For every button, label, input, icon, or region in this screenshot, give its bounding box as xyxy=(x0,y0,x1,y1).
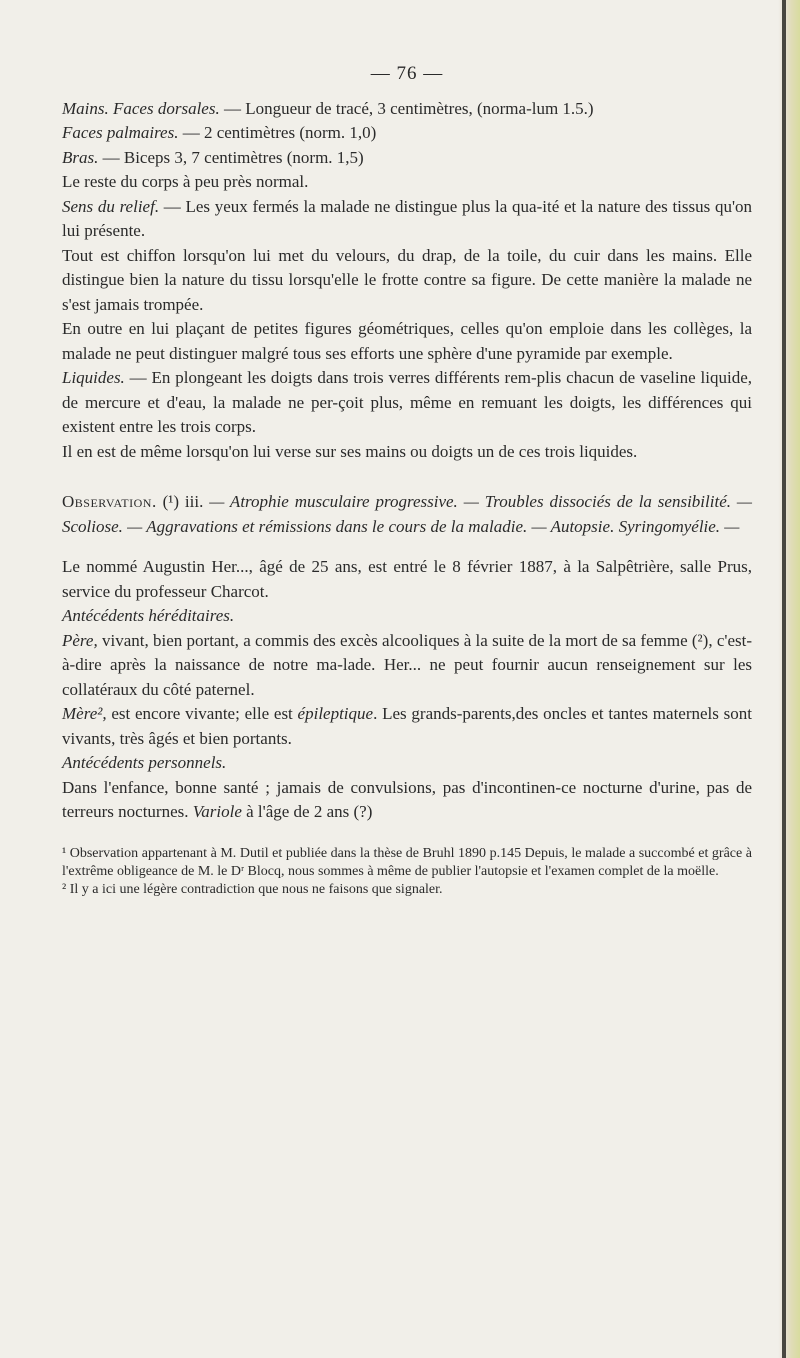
text-mere-a: est encore vivante; elle est xyxy=(106,704,298,723)
book-gutter-shadow xyxy=(782,0,786,1358)
text-enfance-a: Dans l'enfance, bonne santé ; jamais de convulsions, pas d'incontinen-ce nocturne d'urine, pas de terreurs nocturnes. xyxy=(62,777,752,821)
section-gap xyxy=(62,539,752,555)
label-faces-palmaires: Faces palmaires. xyxy=(62,123,179,142)
paragraph-mere xyxy=(62,702,752,751)
text-enfance-b: à l'âge de 2 ans (?) xyxy=(241,802,373,821)
text-mains: — Longueur de tracé, 3 centimètres, (norma-lum 1.5.) xyxy=(219,98,594,118)
label-mere: Mère², xyxy=(62,704,107,723)
label-mains: Mains. Faces dorsales. xyxy=(62,98,220,118)
text-mere-italic: épileptique xyxy=(297,704,374,723)
section-gap xyxy=(62,464,752,490)
text-enfance-italic: Variole xyxy=(192,802,242,821)
text-pere: vivant, bien portant, a commis des excès alcooliques à la suite de la mort de sa femme (²), c'est-à-dire après la naissance de notre ma-lade. Her... ne peut fournir aucun renseignement sur les collatéraux du côté paternel. xyxy=(62,630,752,699)
text-faces-palmaires: — 2 centimètres (norm. 1,0) xyxy=(178,123,377,142)
label-liquides: Liquides. xyxy=(62,368,125,387)
paragraph-meme: Il en est de même lorsqu'on lui verse sur ses mains ou doigts un de ces trois liquides. xyxy=(62,441,638,461)
observation-heading xyxy=(62,490,752,539)
page-content xyxy=(62,62,752,899)
text-bras: — Biceps 3, 7 centimètres (norm. 1,5) xyxy=(98,147,364,167)
footnote-1: ¹ Observation appartenant à M. Dutil et publiée dans la thèse de Bruhl 1890 p.145 Depuis, le malade a succombé et grâce à l'extrême obligeance de M. le Dʳ Blocq, nous sommes à même de publier l'autopsie et l'examen complet de la moëlle. xyxy=(62,845,752,879)
text-sens-relief: — Les yeux fermés la malade ne distingue plus la qua-ité et la nature des tissus qu'on lui présente. xyxy=(62,196,753,240)
observation-ref: (¹) iii. xyxy=(162,492,204,511)
paragraph-pere xyxy=(62,629,752,703)
heading-antecedents-personnels: Antécédents personnels. xyxy=(62,753,227,772)
label-pere: Père, xyxy=(62,630,98,650)
paragraph-faces-palmaires xyxy=(62,121,752,146)
heading-antecedents-hereditaires: Antécédents héréditaires. xyxy=(62,606,235,625)
paragraph-liquides xyxy=(62,366,752,440)
label-sens-relief: Sens du relief. xyxy=(62,196,160,216)
footnotes xyxy=(62,845,752,899)
paragraph-reste: Le reste du corps à peu près normal. xyxy=(62,172,309,191)
text-mere-b: . Les grands-parents,des oncles et tantes maternels sont vivants, très âgés et bien portants. xyxy=(62,704,752,748)
paragraph-figures: En outre en lui plaçant de petites figures géométriques, celles qu'on emploie dans les collèges, la malade ne peut distinguer malgré tous ses efforts une sphère d'une pyramide par exemple. xyxy=(62,319,752,363)
paragraph-sens-relief xyxy=(62,195,752,244)
observation-label: Observation. xyxy=(62,492,157,511)
paragraph-augustin: Le nommé Augustin Her..., âgé de 25 ans, est entré le 8 février 1887, à la Salpêtrière, salle Prus, service du professeur Charcot. xyxy=(62,557,752,601)
observation-title: — Atrophie musculaire progressive. — Troubles dissociés de la sensibilité. — Scoliose. — Aggravations et rémissions dans le cours de la maladie. — Autopsie. Syringomyélie. — xyxy=(62,492,753,536)
label-bras: Bras. xyxy=(62,147,99,167)
paragraph-enfance xyxy=(62,776,752,825)
paragraph-bras xyxy=(62,146,752,171)
text-liquides: — En plongeant les doigts dans trois verres différents rem-plis chacun de vaseline liquide, de mercure et d'eau, la malade ne per-çoit plus, même en remuant les doigts, les différences qui existent entre les trois corps. xyxy=(62,368,752,436)
paragraph-chiffon: Tout est chiffon lorsqu'on lui met du velours, du drap, de la toile, du cuir dans les mains. Elle distingue bien la nature du tissu lorsqu'elle le frotte contre sa figure. De cette manière la malade ne s'est jamais trompée. xyxy=(62,245,752,314)
paragraph-mains xyxy=(62,97,752,122)
footnote-2: ² Il y a ici une légère contradiction que nous ne faisons que signaler. xyxy=(62,881,443,897)
page-number: — 76 — xyxy=(370,63,444,84)
